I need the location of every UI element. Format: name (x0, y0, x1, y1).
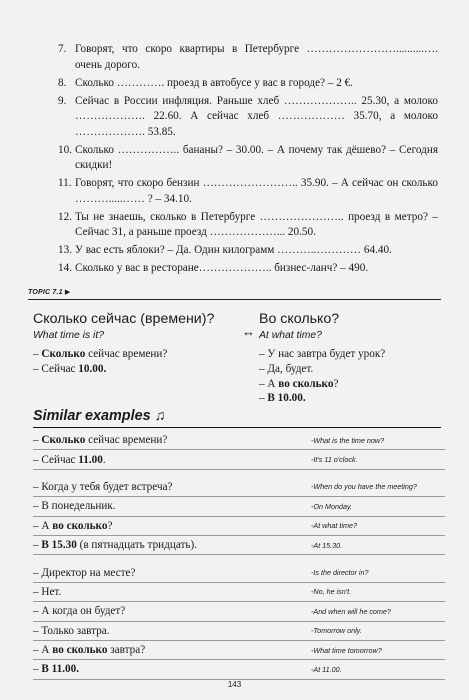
dialogue-line (259, 347, 449, 362)
exercise-text: Сколько …………….. бананы? – 30.00. – А почему так дёшево? – Сегодня скидки! (75, 143, 438, 172)
similar-examples-title: Similar examples ♫ (33, 408, 166, 424)
line-bold: 10.00. (78, 362, 107, 375)
example-english: -What is the time now? (311, 435, 385, 445)
line-pre: – В понедельник. (33, 500, 116, 513)
line-bold: 11.00 (78, 453, 103, 466)
line-pre: – А (33, 644, 53, 657)
example-english: -No, he isn't. (311, 587, 352, 597)
line-pre: – Директор на месте? (33, 566, 136, 579)
exercise-text: Сейчас в России инфляция. Раньше хлеб ……………….. 25.30, а молоко ………………. 22.60. А сейчас хлеб ……………… 35.70, а молоко ………………. 53.85. (75, 94, 438, 138)
exercise-number: 10. (58, 143, 72, 156)
example-row (33, 641, 445, 660)
exercise-text: Ты не знаешь, сколько в Петербурге ………………….. проезд в метро? – Сейчас 31, а раньше проезд ………………... 20.50. (75, 210, 438, 239)
example-russian (33, 605, 311, 617)
example-russian (33, 567, 311, 579)
page-number: 143 (227, 680, 242, 689)
line-pre: – Только завтра. (33, 624, 110, 637)
example-russian (33, 625, 311, 637)
dialogue-line (259, 362, 449, 377)
line-bold: во сколько (52, 644, 108, 657)
example-row (33, 660, 445, 679)
exercise-item (58, 210, 438, 241)
line-pre: – А когда он будет? (33, 605, 126, 618)
example-english: -What time tomorrow? (311, 645, 382, 655)
line-post: (в пятнадцать тридцать). (76, 539, 198, 552)
example-row (33, 583, 445, 602)
right-heading: Во сколько? (259, 311, 340, 327)
left-dialogue (33, 347, 233, 377)
example-row (33, 622, 445, 641)
example-russian (33, 663, 311, 675)
exercise-text: Говорят, что скоро квартиры в Петербурге ……………………..........…. очень дорого. (75, 43, 438, 71)
exercise-item (58, 76, 438, 92)
example-english: -It's 11 o'clock. (311, 455, 358, 465)
example-russian (33, 520, 311, 532)
line-pre: – (33, 348, 42, 360)
example-english: -At 15.30. (311, 540, 343, 550)
line-pre: – А (259, 377, 279, 390)
example-english: -Is the director in? (311, 568, 369, 578)
line-pre: – У нас завтра будет урок? (259, 348, 386, 360)
line-bold: Сколько (41, 434, 86, 447)
exercise-item (58, 261, 438, 277)
line-pre: – (33, 434, 42, 447)
example-row (33, 497, 445, 516)
example-row (33, 563, 445, 582)
dialogue-line (33, 347, 233, 362)
line-pre: – (259, 392, 268, 405)
topic-divider (28, 299, 441, 300)
exercise-list (58, 42, 438, 279)
example-english: -And when will he come? (311, 606, 391, 616)
exercise-text: Сколько …………. проезд в автобусе у вас в городе? – 2 €. (75, 76, 353, 89)
example-russian (33, 454, 311, 466)
left-subheading: What time is it? (33, 330, 105, 341)
line-post: . (102, 453, 106, 466)
line-bold: во сколько (52, 519, 108, 532)
exercise-number: 14. (58, 262, 72, 275)
group-spacer (33, 555, 445, 563)
line-pre: – (33, 663, 42, 676)
line-post: сейчас времени? (85, 434, 168, 447)
example-russian (33, 586, 311, 598)
exercise-number: 11. (58, 177, 72, 190)
line-pre: – Сейчас (33, 362, 79, 375)
line-bold: В 10.00. (267, 392, 306, 405)
line-pre: – (33, 539, 42, 552)
exercise-text: Говорят, что скоро бензин …………………….. 35.90. – А сейчас он сколько ……….....…… ? – 34.10. (75, 177, 438, 205)
line-pre: – Да, будет. (259, 362, 314, 375)
example-russian (33, 481, 311, 493)
line-bold: во сколько (278, 377, 334, 390)
line-post: завтра? (107, 644, 146, 657)
exercise-number: 7. (58, 43, 67, 55)
dialogue-line (259, 391, 449, 406)
exercise-number: 8. (58, 76, 67, 89)
line-pre: – Когда у тебя будет встреча? (33, 480, 173, 493)
example-russian (33, 434, 311, 446)
exercise-item (58, 243, 438, 259)
line-post: ? (333, 377, 339, 390)
similar-divider (33, 427, 441, 428)
example-row (33, 602, 445, 621)
example-english: -Tomorrow only. (311, 626, 362, 636)
line-post: ? (107, 519, 113, 532)
example-russian (33, 539, 311, 551)
line-pre: – Нет. (33, 585, 62, 598)
left-column (33, 310, 233, 377)
example-row (33, 478, 445, 497)
line-bold: В 11.00. (41, 663, 80, 676)
exercise-number: 12. (58, 210, 72, 223)
line-pre: – Сейчас (33, 453, 79, 466)
right-dialogue (259, 347, 449, 406)
example-english: -When do you have the meeting? (311, 482, 417, 492)
group-spacer (33, 470, 445, 478)
example-row (33, 517, 445, 536)
examples-table (33, 431, 445, 680)
exercise-item (58, 143, 438, 174)
example-russian (33, 644, 311, 656)
exercise-text: Сколько у вас в ресторане……………….. бизнес-ланч? – 490. (75, 262, 369, 275)
exercise-item (58, 94, 438, 141)
example-english: -On Monday. (311, 501, 353, 511)
dialogue-line (33, 362, 233, 377)
line-bold: Сколько (41, 348, 86, 360)
line-pre: – А (33, 519, 53, 532)
left-heading: Сколько сейчас (времени)? (33, 311, 215, 327)
exercise-item (58, 176, 438, 207)
example-russian (33, 500, 311, 512)
right-subheading: At what time? (259, 330, 322, 341)
double-arrow-icon: ↔ (242, 324, 255, 339)
example-english: -At 11.00. (311, 664, 342, 674)
example-english: -At what time? (311, 521, 357, 531)
exercise-text: У вас есть яблоки? – Да. Один килограмм ………..………… 64.40. (75, 244, 392, 257)
right-column (259, 310, 449, 406)
example-row (33, 536, 445, 555)
exercise-number: 13. (58, 244, 72, 257)
exercise-item (58, 42, 438, 73)
line-post: сейчас времени? (85, 348, 168, 360)
topic-label: TOPIC 7.1 ▶ (28, 289, 71, 296)
exercise-number: 9. (58, 94, 67, 107)
line-bold: В 15.30 (41, 539, 77, 552)
example-row (33, 450, 445, 469)
example-row (33, 431, 445, 450)
dialogue-line (259, 377, 449, 392)
